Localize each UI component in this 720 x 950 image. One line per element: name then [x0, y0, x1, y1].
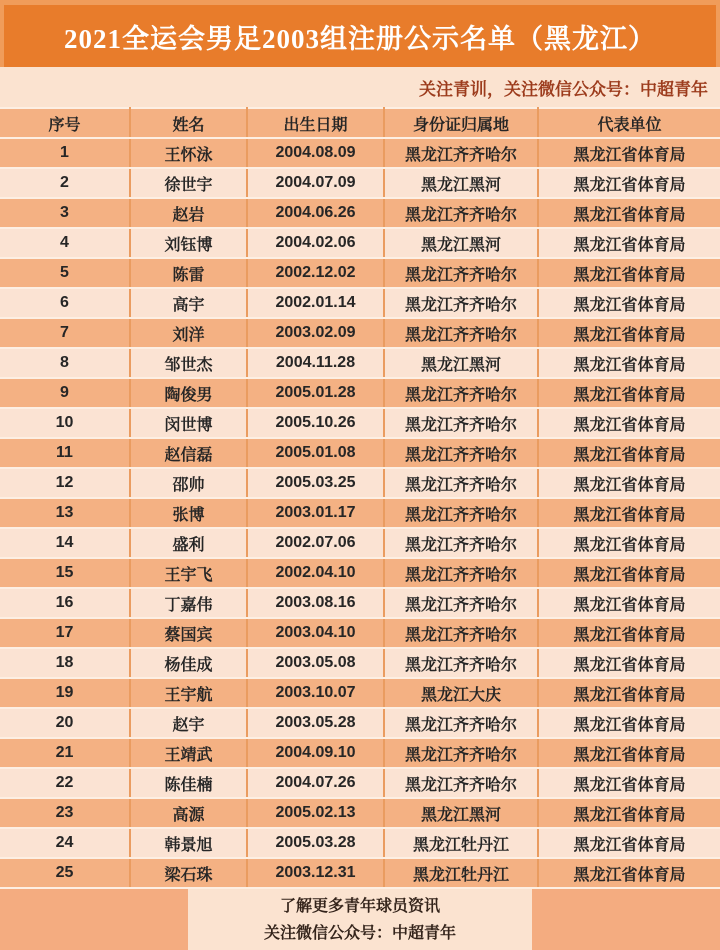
cell-name: 韩景旭: [130, 828, 247, 858]
table-row: [0, 498, 720, 528]
cell-name: 邹世杰: [130, 348, 247, 378]
cell-name: 刘洋: [130, 318, 247, 348]
cell-index: 1: [0, 138, 130, 168]
table-row: [0, 558, 720, 588]
cell-id-origin: 黑龙江齐齐哈尔: [384, 138, 538, 168]
table-row: [0, 288, 720, 318]
cell-birthdate: 2003.01.17: [247, 498, 384, 528]
cell-birthdate: 2004.09.10: [247, 738, 384, 768]
cell-unit: 黑龙江省体育局: [538, 648, 720, 678]
cell-id-origin: 黑龙江大庆: [384, 678, 538, 708]
cell-unit: 黑龙江省体育局: [538, 618, 720, 648]
cell-name: 刘钰博: [130, 228, 247, 258]
cell-id-origin: 黑龙江齐齐哈尔: [384, 708, 538, 738]
cell-name: 王怀泳: [130, 138, 247, 168]
cell-name: 赵岩: [130, 198, 247, 228]
cell-birthdate: 2005.03.25: [247, 468, 384, 498]
footer-line-1: 了解更多青年球员资讯: [279, 897, 440, 915]
cell-unit: 黑龙江省体育局: [538, 588, 720, 618]
header-index: 序号: [0, 108, 130, 138]
cell-birthdate: 2003.04.10: [247, 618, 384, 648]
cell-name: 蔡国宾: [130, 618, 247, 648]
cell-unit: 黑龙江省体育局: [538, 468, 720, 498]
cell-unit: 黑龙江省体育局: [538, 228, 720, 258]
cell-index: 15: [0, 558, 130, 588]
table-body: [0, 138, 720, 888]
cell-index: 17: [0, 618, 130, 648]
table-row: [0, 858, 720, 888]
cell-unit: 黑龙江省体育局: [538, 258, 720, 288]
cell-birthdate: 2004.11.28: [247, 348, 384, 378]
table-row: [0, 468, 720, 498]
cell-index: 7: [0, 318, 130, 348]
table-row: [0, 438, 720, 468]
cell-birthdate: 2004.07.26: [247, 768, 384, 798]
table-row: [0, 318, 720, 348]
table-row: [0, 408, 720, 438]
table-row: [0, 588, 720, 618]
cell-unit: 黑龙江省体育局: [538, 438, 720, 468]
header-name: 姓名: [130, 108, 247, 138]
cell-unit: 黑龙江省体育局: [538, 828, 720, 858]
footer-box: [188, 889, 532, 950]
cell-unit: 黑龙江省体育局: [538, 528, 720, 558]
cell-id-origin: 黑龙江黑河: [384, 228, 538, 258]
roster-table: [0, 107, 720, 889]
cell-index: 22: [0, 768, 130, 798]
cell-unit: 黑龙江省体育局: [538, 678, 720, 708]
cell-birthdate: 2002.07.06: [247, 528, 384, 558]
cell-unit: 黑龙江省体育局: [538, 708, 720, 738]
cell-id-origin: 黑龙江齐齐哈尔: [384, 438, 538, 468]
cell-name: 丁嘉伟: [130, 588, 247, 618]
table-row: [0, 798, 720, 828]
cell-birthdate: 2003.08.16: [247, 588, 384, 618]
cell-birthdate: 2002.01.14: [247, 288, 384, 318]
cell-unit: 黑龙江省体育局: [538, 768, 720, 798]
cell-birthdate: 2004.08.09: [247, 138, 384, 168]
cell-birthdate: 2002.04.10: [247, 558, 384, 588]
cell-birthdate: 2004.02.06: [247, 228, 384, 258]
cell-index: 12: [0, 468, 130, 498]
cell-index: 4: [0, 228, 130, 258]
title-banner: [0, 0, 720, 67]
footer: [0, 889, 720, 950]
cell-birthdate: 2003.05.08: [247, 648, 384, 678]
cell-index: 13: [0, 498, 130, 528]
cell-name: 梁石珠: [130, 858, 247, 888]
cell-name: 高宇: [130, 288, 247, 318]
cell-index: 23: [0, 798, 130, 828]
page-title: 2021全运会男足2003组注册公示名单（黑龙江）: [64, 23, 656, 54]
cell-birthdate: 2003.10.07: [247, 678, 384, 708]
cell-birthdate: 2005.02.13: [247, 798, 384, 828]
cell-id-origin: 黑龙江齐齐哈尔: [384, 288, 538, 318]
cell-unit: 黑龙江省体育局: [538, 198, 720, 228]
cell-unit: 黑龙江省体育局: [538, 858, 720, 888]
cell-name: 陈雷: [130, 258, 247, 288]
cell-index: 25: [0, 858, 130, 888]
table-row: [0, 138, 720, 168]
cell-index: 5: [0, 258, 130, 288]
cell-name: 赵信磊: [130, 438, 247, 468]
footer-line-2: 关注微信公众号：中超青年: [263, 924, 456, 942]
cell-id-origin: 黑龙江齐齐哈尔: [384, 318, 538, 348]
table-row: [0, 648, 720, 678]
cell-id-origin: 黑龙江牡丹江: [384, 858, 538, 888]
cell-index: 2: [0, 168, 130, 198]
cell-index: 20: [0, 708, 130, 738]
cell-id-origin: 黑龙江齐齐哈尔: [384, 258, 538, 288]
cell-unit: 黑龙江省体育局: [538, 288, 720, 318]
cell-birthdate: 2005.01.28: [247, 378, 384, 408]
cell-index: 10: [0, 408, 130, 438]
table-row: [0, 768, 720, 798]
header-row: [0, 108, 720, 138]
cell-birthdate: 2003.02.09: [247, 318, 384, 348]
cell-name: 陈佳楠: [130, 768, 247, 798]
cell-id-origin: 黑龙江齐齐哈尔: [384, 768, 538, 798]
cell-id-origin: 黑龙江齐齐哈尔: [384, 528, 538, 558]
cell-unit: 黑龙江省体育局: [538, 558, 720, 588]
cell-id-origin: 黑龙江齐齐哈尔: [384, 558, 538, 588]
cell-name: 闵世博: [130, 408, 247, 438]
header-unit: 代表单位: [538, 108, 720, 138]
cell-id-origin: 黑龙江齐齐哈尔: [384, 498, 538, 528]
cell-index: 11: [0, 438, 130, 468]
cell-id-origin: 黑龙江黑河: [384, 348, 538, 378]
cell-unit: 黑龙江省体育局: [538, 408, 720, 438]
cell-name: 高源: [130, 798, 247, 828]
cell-index: 24: [0, 828, 130, 858]
cell-birthdate: 2003.05.28: [247, 708, 384, 738]
cell-birthdate: 2005.10.26: [247, 408, 384, 438]
cell-birthdate: 2002.12.02: [247, 258, 384, 288]
cell-name: 盛利: [130, 528, 247, 558]
header-id-origin: 身份证归属地: [384, 108, 538, 138]
subtitle-text: 关注青训，关注微信公众号：中超青年: [419, 79, 708, 99]
cell-id-origin: 黑龙江牡丹江: [384, 828, 538, 858]
cell-id-origin: 黑龙江齐齐哈尔: [384, 588, 538, 618]
cell-index: 18: [0, 648, 130, 678]
cell-name: 陶俊男: [130, 378, 247, 408]
table-row: [0, 618, 720, 648]
cell-birthdate: 2004.06.26: [247, 198, 384, 228]
cell-index: 8: [0, 348, 130, 378]
table-row: [0, 168, 720, 198]
cell-birthdate: 2005.01.08: [247, 438, 384, 468]
cell-birthdate: 2005.03.28: [247, 828, 384, 858]
cell-unit: 黑龙江省体育局: [538, 738, 720, 768]
cell-name: 张博: [130, 498, 247, 528]
cell-index: 14: [0, 528, 130, 558]
cell-name: 王宇航: [130, 678, 247, 708]
table-row: [0, 828, 720, 858]
cell-unit: 黑龙江省体育局: [538, 348, 720, 378]
table-row: [0, 348, 720, 378]
cell-unit: 黑龙江省体育局: [538, 798, 720, 828]
table-row: [0, 258, 720, 288]
cell-unit: 黑龙江省体育局: [538, 498, 720, 528]
table-row: [0, 198, 720, 228]
table-row: [0, 228, 720, 258]
cell-id-origin: 黑龙江黑河: [384, 798, 538, 828]
cell-id-origin: 黑龙江齐齐哈尔: [384, 648, 538, 678]
cell-id-origin: 黑龙江齐齐哈尔: [384, 468, 538, 498]
cell-id-origin: 黑龙江齐齐哈尔: [384, 408, 538, 438]
cell-index: 3: [0, 198, 130, 228]
cell-id-origin: 黑龙江齐齐哈尔: [384, 378, 538, 408]
cell-index: 6: [0, 288, 130, 318]
table-row: [0, 528, 720, 558]
subtitle-bar: [0, 67, 720, 107]
table-row: [0, 378, 720, 408]
cell-name: 赵宇: [130, 708, 247, 738]
table-row: [0, 738, 720, 768]
cell-name: 邵帅: [130, 468, 247, 498]
cell-name: 王靖武: [130, 738, 247, 768]
table-row: [0, 678, 720, 708]
cell-index: 9: [0, 378, 130, 408]
cell-name: 杨佳成: [130, 648, 247, 678]
cell-id-origin: 黑龙江齐齐哈尔: [384, 198, 538, 228]
cell-name: 徐世宇: [130, 168, 247, 198]
header-birthdate: 出生日期: [247, 108, 384, 138]
cell-index: 19: [0, 678, 130, 708]
table-row: [0, 708, 720, 738]
cell-index: 21: [0, 738, 130, 768]
table-header: [0, 108, 720, 138]
cell-unit: 黑龙江省体育局: [538, 378, 720, 408]
cell-name: 王宇飞: [130, 558, 247, 588]
cell-unit: 黑龙江省体育局: [538, 168, 720, 198]
cell-id-origin: 黑龙江齐齐哈尔: [384, 618, 538, 648]
cell-id-origin: 黑龙江齐齐哈尔: [384, 738, 538, 768]
cell-birthdate: 2003.12.31: [247, 858, 384, 888]
cell-unit: 黑龙江省体育局: [538, 318, 720, 348]
cell-birthdate: 2004.07.09: [247, 168, 384, 198]
cell-index: 16: [0, 588, 130, 618]
cell-unit: 黑龙江省体育局: [538, 138, 720, 168]
cell-id-origin: 黑龙江黑河: [384, 168, 538, 198]
